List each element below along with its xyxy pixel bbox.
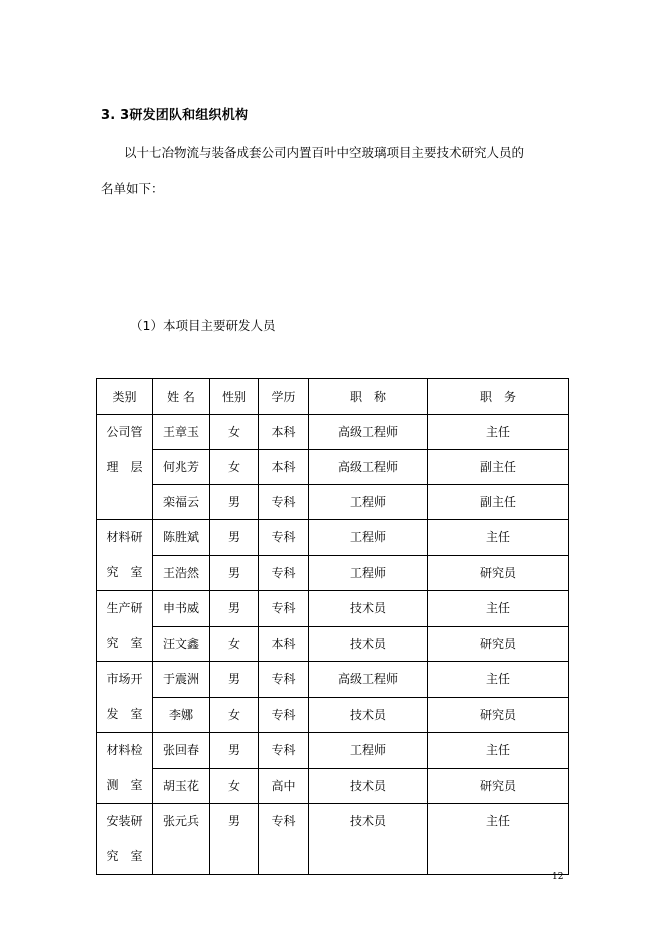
category-line: 材料检 (106, 743, 143, 757)
category-line: 究 室 (106, 565, 143, 579)
cell-gender: 男 (210, 662, 259, 698)
cell-title: 技术员 (309, 804, 428, 875)
cell-title: 高级工程师 (309, 415, 428, 450)
cell-title: 工程师 (309, 555, 428, 591)
cell-education: 专科 (259, 733, 309, 769)
cell-position: 主任 (428, 415, 569, 450)
cell-gender: 女 (210, 626, 259, 662)
cell-name: 王章玉 (153, 415, 210, 450)
category-line: 市场开 (106, 672, 143, 686)
cell-education: 专科 (259, 697, 309, 733)
cell-gender: 女 (210, 415, 259, 450)
category-cell (97, 415, 153, 520)
cell-gender: 女 (210, 450, 259, 485)
table-row (97, 555, 569, 591)
cell-position: 主任 (428, 804, 569, 875)
cell-gender: 男 (210, 485, 259, 520)
cell-name: 张元兵 (153, 804, 210, 875)
header-gender: 性别 (210, 379, 259, 415)
category-cell (97, 520, 153, 591)
category-line: 材料研 (106, 530, 143, 544)
cell-education: 专科 (259, 662, 309, 698)
cell-education: 专科 (259, 804, 309, 875)
cell-education: 专科 (259, 520, 309, 556)
cell-name: 张回春 (153, 733, 210, 769)
cell-name: 栾福云 (153, 485, 210, 520)
cell-title: 技术员 (309, 768, 428, 804)
category-cell (97, 804, 153, 875)
header-position: 职 务 (428, 379, 569, 415)
category-line: 发 室 (106, 707, 143, 721)
header-title: 职 称 (309, 379, 428, 415)
cell-title: 技术员 (309, 626, 428, 662)
cell-position: 研究员 (428, 768, 569, 804)
staff-table (96, 378, 569, 875)
table-row (97, 662, 569, 698)
cell-name: 胡玉花 (153, 768, 210, 804)
category-cell (97, 591, 153, 662)
table-row (97, 591, 569, 627)
cell-title: 工程师 (309, 733, 428, 769)
cell-position: 主任 (428, 520, 569, 556)
cell-position: 主任 (428, 662, 569, 698)
cell-education: 高中 (259, 768, 309, 804)
category-line: 测 室 (106, 778, 143, 792)
paragraph-line-1: 以十七冶物流与装备成套公司内置百叶中空玻璃项目主要技术研究人员的 (124, 145, 525, 160)
table-row (97, 733, 569, 769)
cell-gender: 男 (210, 555, 259, 591)
cell-education: 本科 (259, 626, 309, 662)
staff-table-body (97, 379, 569, 875)
category-line: 公司管 (106, 425, 143, 439)
cell-education: 专科 (259, 555, 309, 591)
category-line: 安装研 (106, 814, 143, 828)
cell-position: 研究员 (428, 555, 569, 591)
cell-position: 副主任 (428, 485, 569, 520)
header-education: 学历 (259, 379, 309, 415)
cell-title: 工程师 (309, 520, 428, 556)
table-row (97, 450, 569, 485)
page-number: 12 (552, 872, 564, 882)
cell-position: 副主任 (428, 450, 569, 485)
category-cell (97, 733, 153, 804)
section-heading: 3. 3研发团队和组织机构 (101, 108, 249, 123)
cell-gender: 男 (210, 804, 259, 875)
cell-title: 高级工程师 (309, 450, 428, 485)
cell-position: 研究员 (428, 697, 569, 733)
table-row (97, 415, 569, 450)
cell-gender: 男 (210, 733, 259, 769)
cell-gender: 女 (210, 768, 259, 804)
cell-title: 高级工程师 (309, 662, 428, 698)
cell-gender: 男 (210, 520, 259, 556)
cell-title: 技术员 (309, 591, 428, 627)
table-row (97, 804, 569, 875)
cell-name: 陈胜斌 (153, 520, 210, 556)
cell-title: 工程师 (309, 485, 428, 520)
header-category: 类别 (97, 379, 153, 415)
cell-gender: 女 (210, 697, 259, 733)
table-row (97, 520, 569, 556)
cell-education: 专科 (259, 591, 309, 627)
table-row (97, 768, 569, 804)
cell-name: 汪文鑫 (153, 626, 210, 662)
table-header-row (97, 379, 569, 415)
category-line: 理 层 (106, 460, 143, 474)
table-row (97, 626, 569, 662)
category-line: 究 室 (106, 636, 143, 650)
cell-education: 本科 (259, 450, 309, 485)
cell-education: 专科 (259, 485, 309, 520)
category-cell (97, 662, 153, 733)
cell-education: 本科 (259, 415, 309, 450)
cell-name: 申书威 (153, 591, 210, 627)
cell-title: 技术员 (309, 697, 428, 733)
cell-position: 研究员 (428, 626, 569, 662)
cell-name: 李娜 (153, 697, 210, 733)
category-line: 究 室 (106, 849, 143, 863)
table-subheading: （1）本项目主要研发人员 (130, 318, 276, 333)
cell-gender: 男 (210, 591, 259, 627)
table-row (97, 697, 569, 733)
table-row (97, 485, 569, 520)
cell-name: 王浩然 (153, 555, 210, 591)
category-line: 生产研 (106, 601, 143, 615)
cell-position: 主任 (428, 733, 569, 769)
cell-name: 于震洲 (153, 662, 210, 698)
header-name: 姓 名 (153, 379, 210, 415)
cell-name: 何兆芳 (153, 450, 210, 485)
paragraph-line-2: 名单如下： (101, 181, 164, 196)
cell-position: 主任 (428, 591, 569, 627)
